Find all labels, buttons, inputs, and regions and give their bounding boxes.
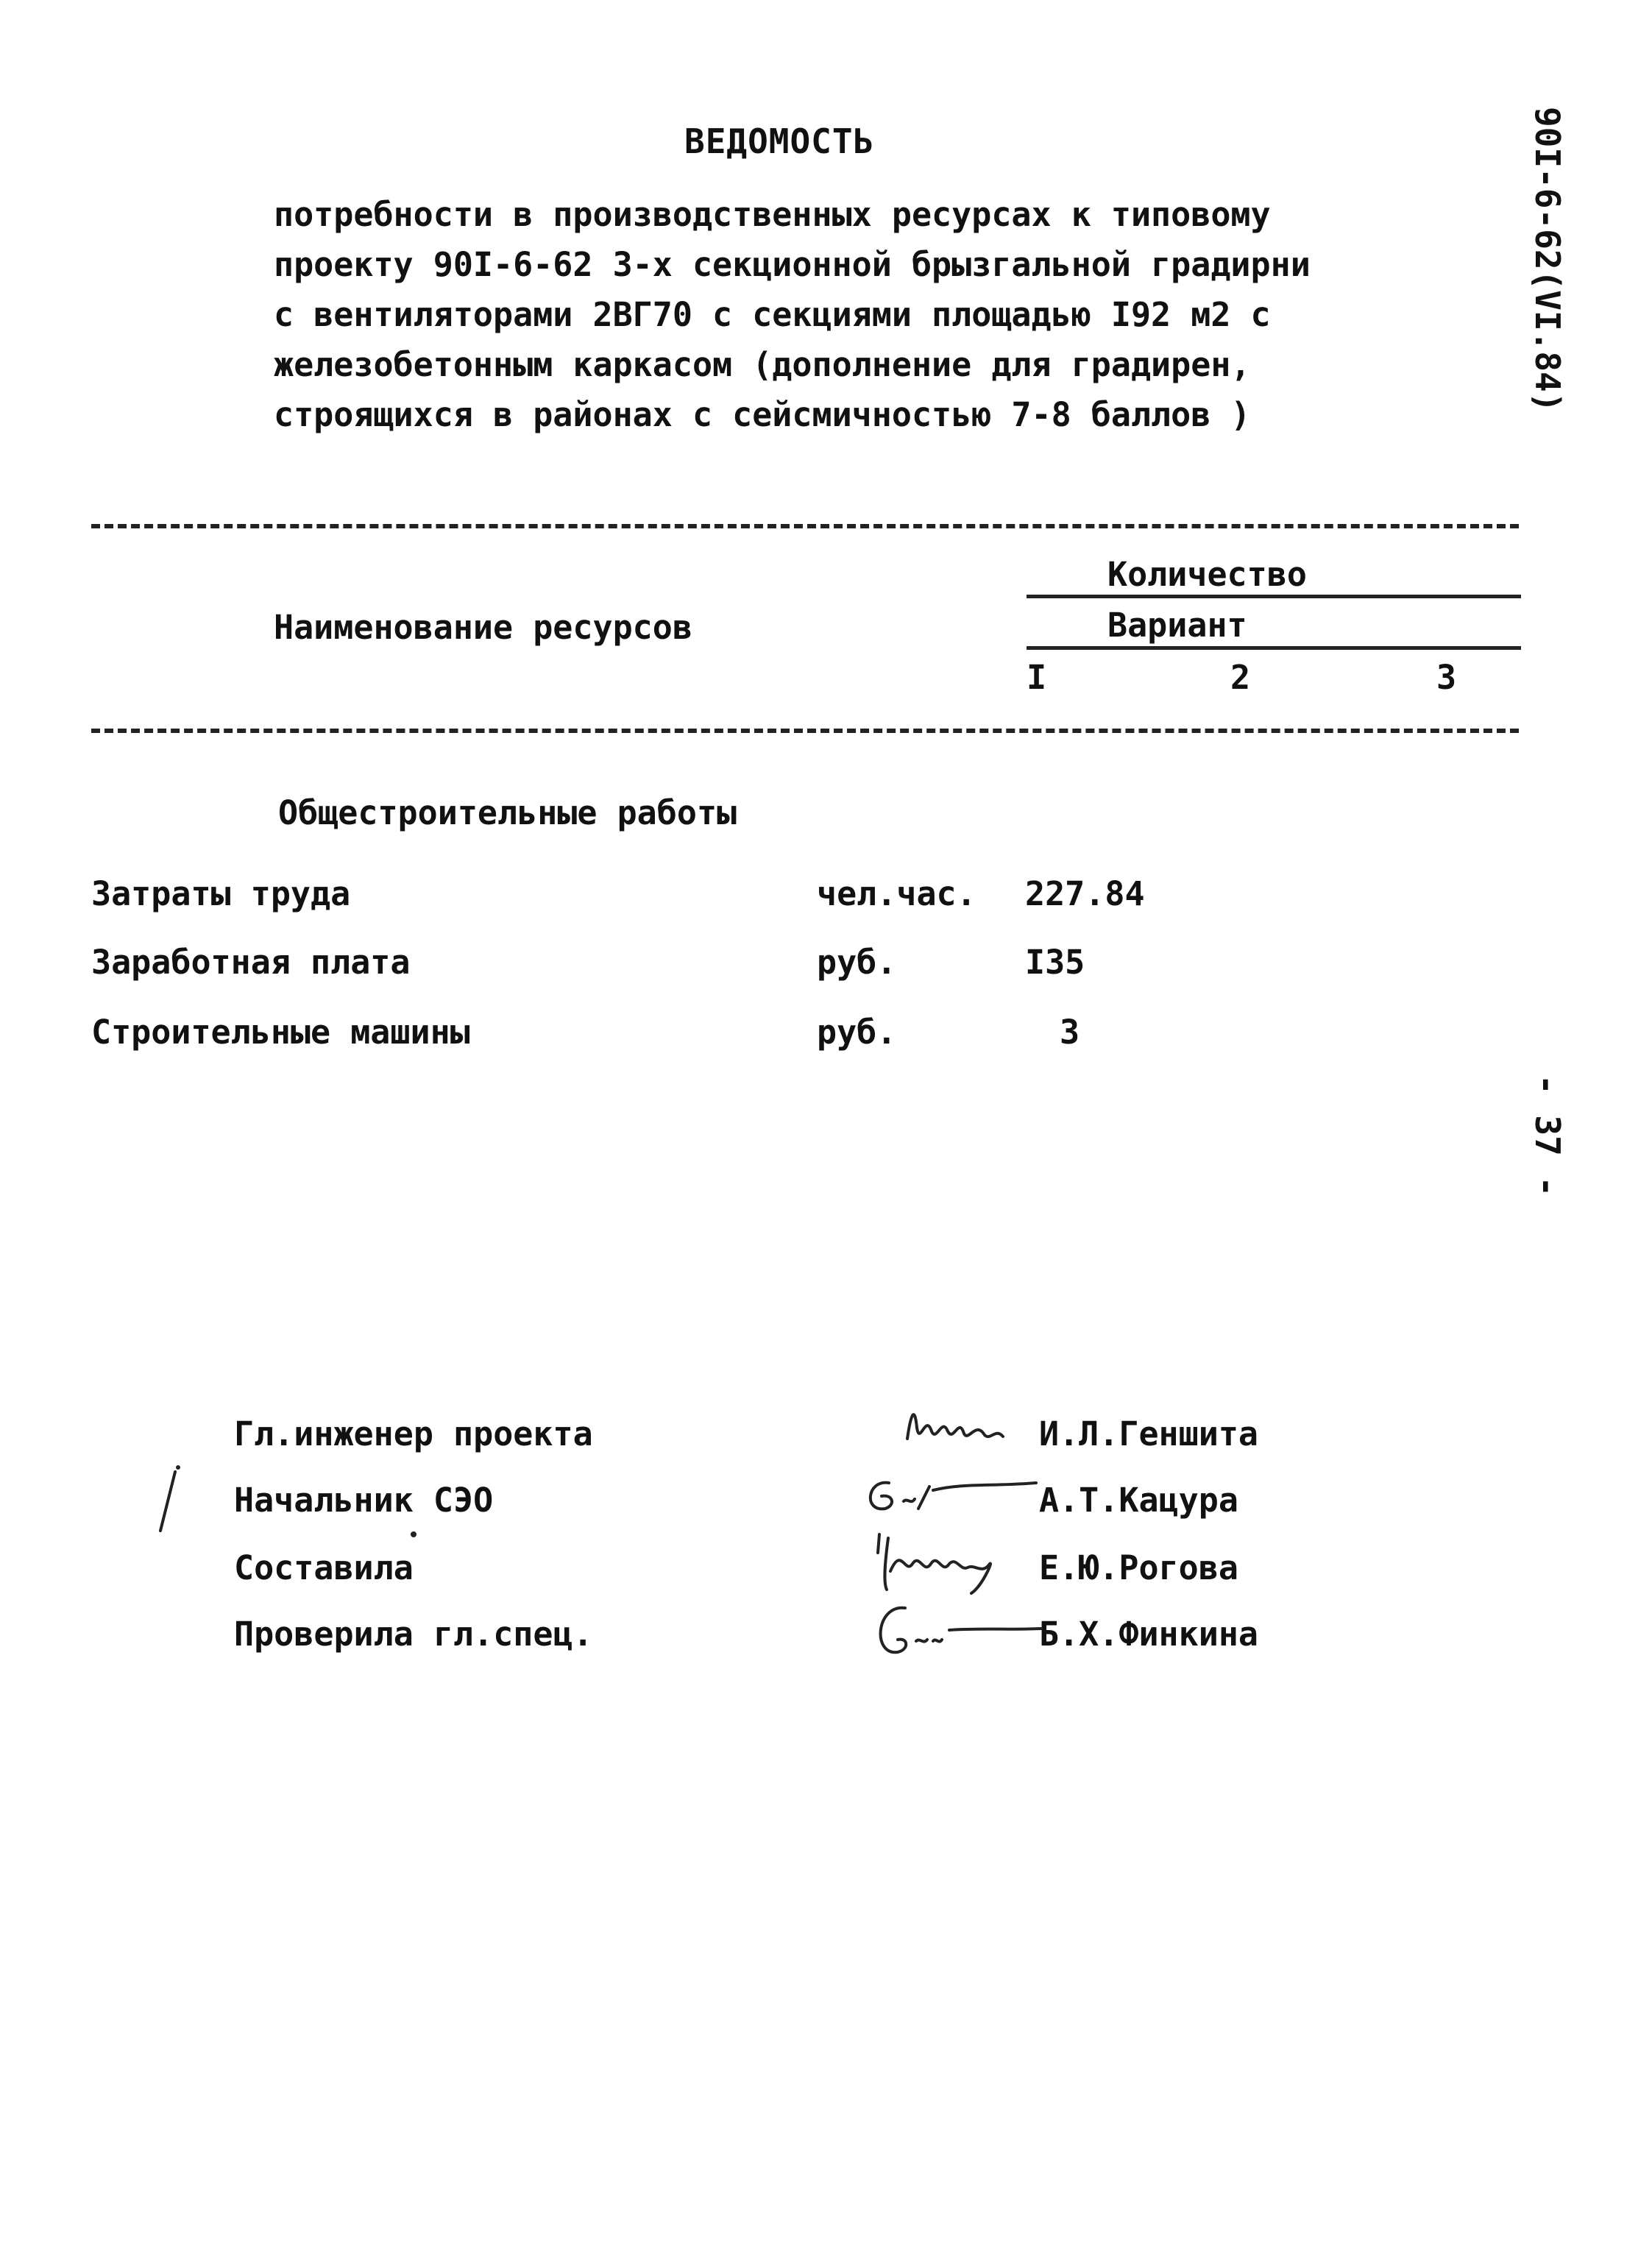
row-unit: руб. bbox=[817, 1013, 897, 1052]
variant-column-1: I bbox=[1027, 658, 1047, 697]
resource-name-header: Наименование ресурсов bbox=[274, 608, 692, 647]
handwritten-tick-mark bbox=[153, 1464, 182, 1538]
intro-line: строящихся в районах с сейсмичностью 7-8 баллов ) bbox=[274, 395, 1251, 434]
quantity-header: Количество bbox=[1107, 555, 1307, 594]
document-title: ВЕДОМОСТЬ bbox=[684, 121, 875, 161]
row-unit: чел.час. bbox=[817, 874, 976, 913]
page-number: - 37 - bbox=[1528, 1074, 1567, 1197]
intro-line: проекту 90I-6-62 3-х секционной брызгальной градирни bbox=[274, 245, 1311, 284]
row-name: Заработная плата bbox=[91, 943, 411, 982]
signature-role: Начальник СЭО bbox=[234, 1481, 494, 1520]
table-top-divider bbox=[91, 524, 1519, 528]
row-unit: руб. bbox=[817, 943, 897, 982]
signature-role: Составила bbox=[234, 1548, 414, 1587]
intro-line: железобетонным каркасом (дополнение для градирен, bbox=[274, 345, 1251, 384]
intro-line: потребности в производственных ресурсах к типовому bbox=[274, 195, 1271, 234]
document-intro bbox=[274, 190, 1311, 440]
variant-underline bbox=[1027, 646, 1521, 650]
table-header-divider bbox=[91, 729, 1519, 733]
row-name: Строительные машины bbox=[91, 1013, 470, 1052]
section-title: Общестроительные работы bbox=[278, 793, 737, 832]
row-value: 3 bbox=[1060, 1013, 1080, 1052]
intro-line: с вентиляторами 2ВГ70 с секциями площадью I92 м2 с bbox=[274, 295, 1271, 334]
variant-column-2: 2 bbox=[1230, 658, 1251, 697]
row-value: I35 bbox=[1025, 943, 1085, 982]
handwritten-signature-2 bbox=[859, 1468, 1040, 1523]
signature-name: И.Л.Геншита bbox=[1039, 1414, 1259, 1453]
handwritten-dot-mark bbox=[408, 1529, 419, 1540]
row-value: 227.84 bbox=[1025, 874, 1145, 913]
signature-role: Гл.инженер проекта bbox=[234, 1414, 593, 1453]
handwritten-signature-4 bbox=[868, 1597, 1045, 1663]
handwritten-signature-3 bbox=[872, 1531, 1012, 1597]
signature-name: Б.Х.Финкина bbox=[1039, 1615, 1259, 1654]
row-name: Затраты труда bbox=[91, 874, 351, 913]
variant-header: Вариант bbox=[1107, 606, 1247, 645]
signature-name: Е.Ю.Рогова bbox=[1039, 1548, 1238, 1587]
quantity-underline bbox=[1027, 595, 1521, 598]
handwritten-signature-1 bbox=[904, 1398, 1029, 1450]
side-document-code: 90I-6-62(VI.84) bbox=[1528, 107, 1567, 413]
signature-name: А.Т.Кацура bbox=[1039, 1481, 1238, 1520]
signature-role: Проверила гл.спец. bbox=[234, 1615, 593, 1654]
variant-column-3: 3 bbox=[1436, 658, 1457, 697]
